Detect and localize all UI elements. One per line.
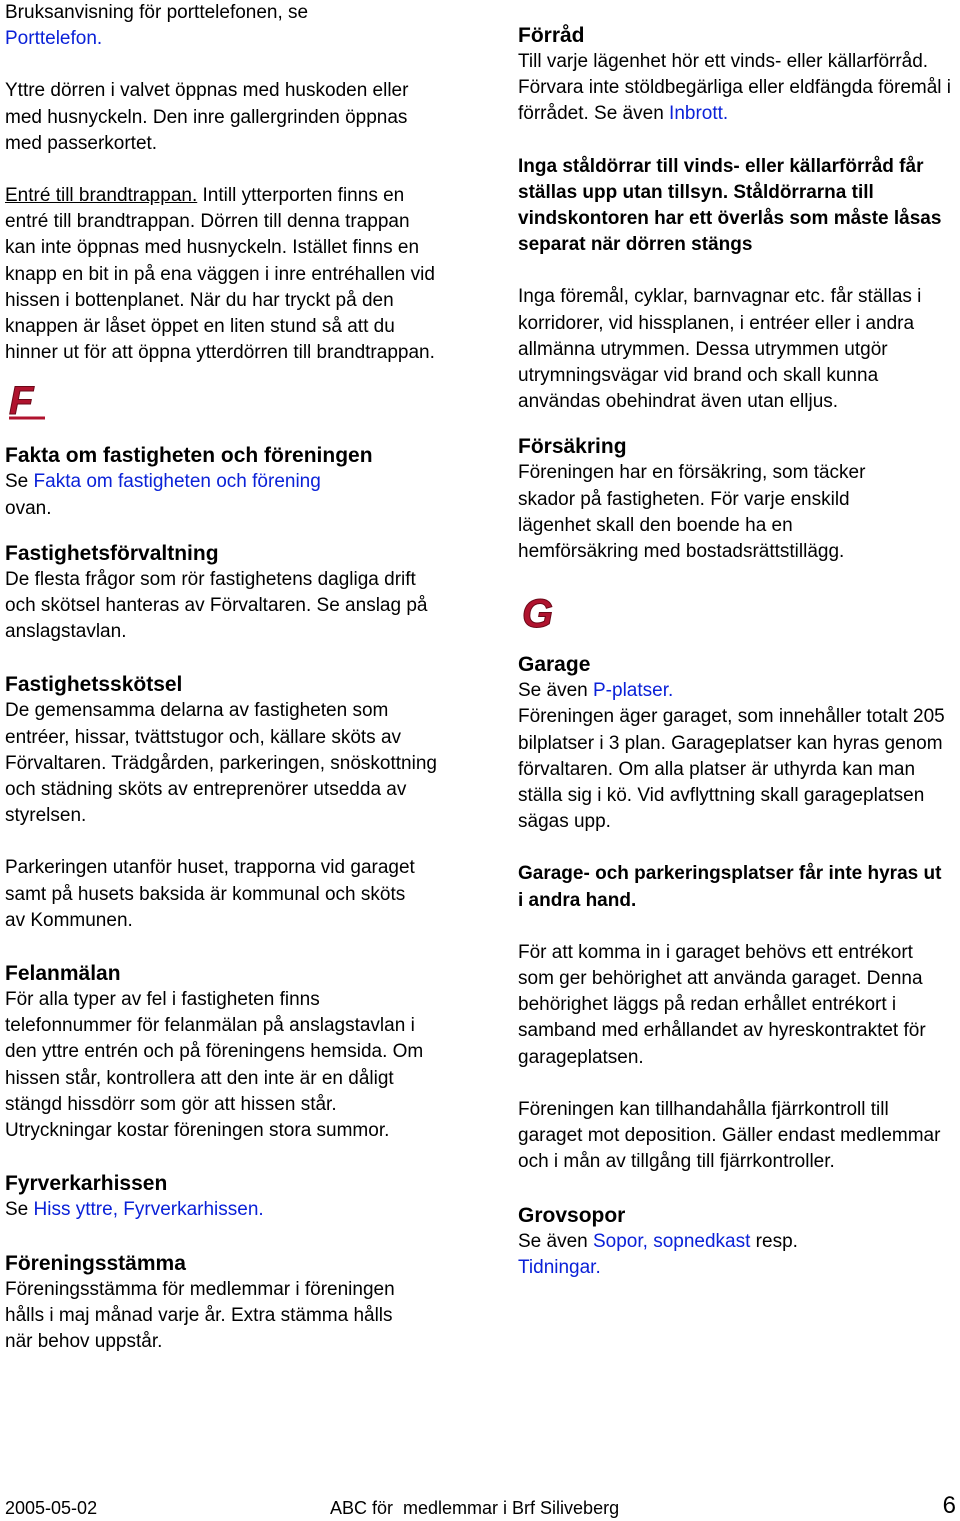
fakta-pre: Se [5, 471, 34, 493]
entre-paragraph [5, 183, 445, 366]
fyrverkar-paragraph [5, 1197, 455, 1223]
fyrverkar-pre: Se [5, 1199, 34, 1221]
fyrverkar-link[interactable]: Hiss yttre, Fyrverkarhissen. [33, 1199, 264, 1221]
p-platser-link[interactable]: P-platser. [593, 680, 674, 702]
stamma-text: Föreningsstämma för medlemmar i föreningen hålls i maj månad varje år. Extra stämma hålls när behov uppstår. [5, 1278, 395, 1352]
tidningar-link[interactable]: Tidningar. [518, 1256, 601, 1278]
forrad-paragraph [518, 49, 958, 128]
page-number: 6 [942, 1492, 956, 1519]
stamma-heading: Föreningsstämma [5, 1251, 186, 1275]
skotsel-text: De gemensamma delarna av fastigheten som entréer, hissar, tvättstugor och, källare sköts av Förvaltaren. Trädgården, parkeringen, snöskottning och städning sköts av entreprenörer utsedda av styrelsen. [5, 700, 437, 827]
forrad-heading: Förråd [518, 24, 585, 47]
entrekort-text: För att komma in i garaget behövs ett entrékort som ger behörighet att använda garaget. Denna behörighet läggs på redan erhållet entrékort i samband med erhållandet av hyreskontraktet för garageplatsen. [518, 941, 926, 1068]
parkering-text: Parkeringen utanför huset, trapporna vid garaget samt på husets baksida är kommunal och sköts av Kommunen. [5, 857, 415, 931]
inbrott-link[interactable]: Inbrott. [669, 103, 729, 125]
grovsopor-mid: resp. [750, 1230, 798, 1252]
fakta-post: ovan. [5, 497, 52, 519]
garage-warning: Garage- och parkeringsplatser får inte hyras ut i andra hand. [518, 863, 942, 911]
svg-text:G: G [522, 593, 554, 634]
letter-g-icon [518, 593, 588, 633]
felanmalan-text: För alla typer av fel i fastigheten finns telefonnummer för felanmälan på anslagstavlan i den yttre entrén och på föreningens hemsida. Om hissen står, kontrollera att den inte är en dåligt stängd hissdörr som gör att hissen står. Utryckningar kostar föreningen stora summor. [5, 989, 424, 1142]
fakta-heading: Fakta om fastigheten och föreningen [5, 444, 373, 468]
forvaltning-text: De flesta frågor som rör fastighetens dagliga drift och skötsel hanteras av Förvaltaren. Se anslag på anslagstavlan. [5, 568, 428, 643]
footer-date: 2005-05-02 [5, 1498, 98, 1518]
garage-text: Föreningen äger garaget, som innehåller totalt 205 bilplatser i 3 plan. Garageplatser kan hyras genom förvaltaren. Om alla platser är uthyrda kan man ställa sig i kö. Vid avflyttning skall garageplatsen sägas upp. [518, 706, 945, 833]
garage-see-also [518, 678, 958, 704]
svg-text:F: F [9, 380, 34, 421]
doors-paragraph: Yttre dörren i valvet öppnas med huskoden eller med husnyckeln. Den inre gallergrinden öppnas med passerkortet. [5, 80, 409, 154]
forvaltning-heading: Fastighetsförvaltning [5, 541, 219, 565]
forsakring-text: Föreningen har en försäkring, som täcker skador på fastigheten. För varje enskild lägenhet skall den boende ha en hemförsäkring med bostadsrättstillägg. [518, 462, 866, 563]
grovsopor-heading: Grovsopor [518, 1203, 626, 1227]
felanmalan-heading: Felanmälan [5, 962, 121, 986]
letter-f-icon [5, 380, 65, 420]
garage-heading: Garage [518, 653, 591, 677]
right-column [518, 22, 958, 1281]
foremal-text: Inga föremål, cyklar, barnvagnar etc. får ställas i korridorer, vid hissplanen, i entréer eller i andra allmänna utrymmen. Dessa utrymmen utgör utrymningsvägar vid brand och skall kunna användas obehindrat även utan elljus. [518, 286, 922, 413]
left-column [5, 0, 455, 1355]
intercom-paragraph [5, 0, 455, 52]
entre-heading: Entré till brandtrappan. [5, 185, 198, 207]
page-footer [5, 1490, 960, 1520]
intercom-text: Bruksanvisning för porttelefonen, se [5, 2, 309, 23]
fakta-paragraph [5, 469, 455, 521]
fjarrkontroll-text: Föreningen kan tillhandahålla fjärrkontroll till garaget mot deposition. Gäller endast medlemmar och i mån av tillgång till fjärrkontroller. [518, 1098, 941, 1173]
grovsopor-paragraph [518, 1229, 958, 1281]
grovsopor-pre: Se även [518, 1230, 593, 1252]
garage-pre: Se även [518, 680, 593, 702]
fyrverkar-heading: Fyrverkarhissen [5, 1172, 168, 1196]
entre-text: Intill ytterporten finns en entré till brandtrappan. Dörren till denna trappan kan inte öppnas med husnyckeln. Istället finns en knapp en bit in på ena väggen i inre entréhallen vid hissen i bottenplanet. När du har tryckt på den knappen är låset öppet en liten stund så att du hinner ut för att öppna ytterdörren till brandtrappan. [5, 185, 435, 364]
forrad-text: Till varje lägenhet hör ett vinds- eller källarförråd. Förvara inte stöldbegärliga eller eldfängda föremål i förrådet. Se även [518, 51, 952, 125]
skotsel-heading: Fastighetsskötsel [5, 673, 183, 697]
forsakring-heading: Försäkring [518, 435, 627, 459]
footer-title: ABC för medlemmar i Brf Siliveberg [330, 1498, 620, 1518]
fakta-link[interactable]: Fakta om fastigheten och förening [33, 471, 321, 493]
porttelefon-link[interactable]: Porttelefon. [5, 28, 103, 50]
staldorrar-warning: Inga ståldörrar till vinds- eller källarförråd får ställas upp utan tillsyn. Ståldörrarna till vindskontoren har ett överlås som måste låsas separat när dörren stängs [518, 155, 942, 256]
sopor-link[interactable]: Sopor, sopnedkast [593, 1230, 751, 1252]
